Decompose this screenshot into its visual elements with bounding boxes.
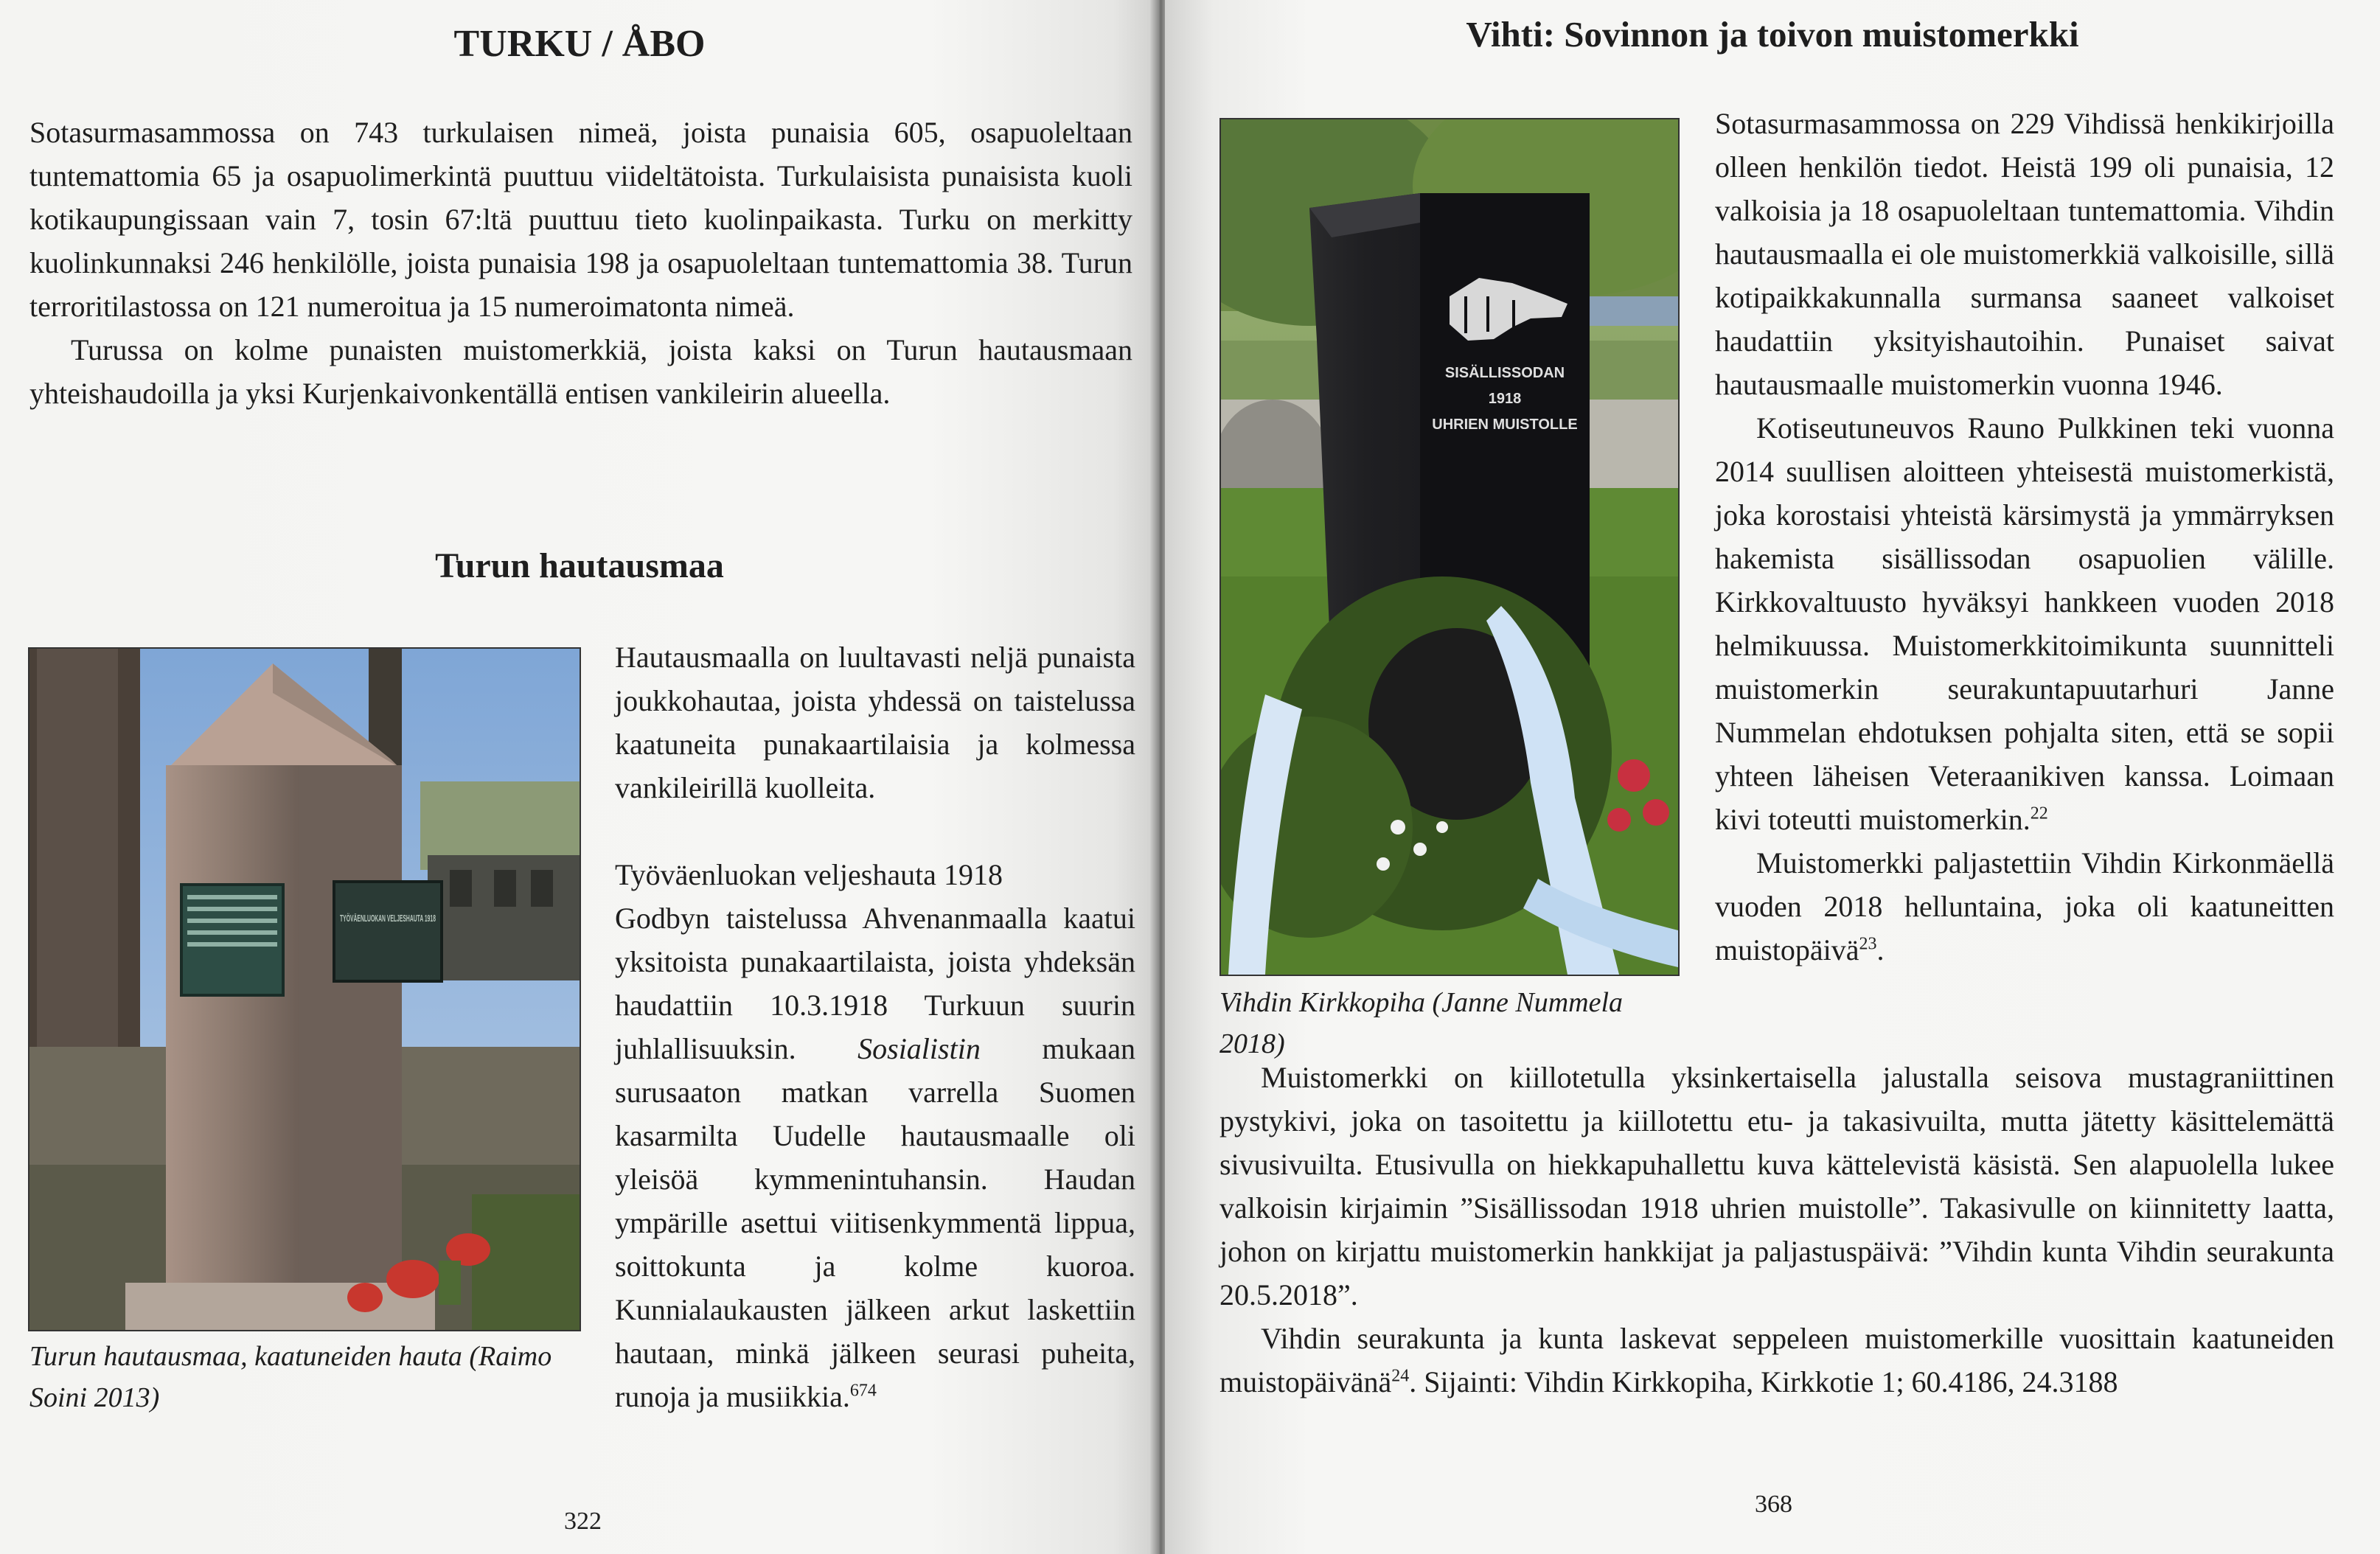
right-paragraph-3-text: Muistomerkki paljastettiin Vihdin Kirkonmäellä vuoden 2018 helluntaina, joka oli kaatuneitten muistopäivä [1715, 846, 2334, 966]
stone-inscription-line-2: 1918 [1488, 391, 1522, 407]
section-paragraph-1: Hautausmaalla on luultavasti neljä punaista joukkohautaa, joista yhdessä on taistelussa kaatuneita punakaartilaisia ja kolmessa vankileirillä kuolleita. [615, 641, 1135, 804]
right-full-width-text [1219, 1056, 2334, 1404]
right-paragraph-5-text-a: Vihdin seurakunta ja kunta laskevat seppeleen muistomerkille vuosittain kaatuneiden muistopäivänä [1219, 1322, 2334, 1398]
right-column-text [1715, 102, 2334, 972]
footnote-22: 22 [2030, 804, 2048, 823]
left-page-title: TURKU / ÅBO [453, 23, 706, 65]
right-page-number: 368 [1755, 1491, 1792, 1518]
right-paragraph-1: Sotasurmasammossa on 229 Vihdissä henkikirjoilla olleen henkilön tiedot. Heistä 199 oli punaisia, 12 valkoisia ja 18 osapuoleltaan tuntemattomia. Vihdin hautausmaalla ei ole muistomerkkiä valkoisille, sillä kotipaikkakunnalla surmansa saaneet valkoiset haudattiin yksityishautoihin. Punaiset saivat hautausmaalle muistomerkin vuonna 1946. [1715, 107, 2334, 401]
right-paragraph-2 [1715, 406, 2334, 841]
intro-paragraph-2: Turussa on kolme punaisten muistomerkkiä, joista kaksi on Turun hautausmaan yhteishaudoilla ja yksi Kurjenkaivonkentällä entisen vankileirin alueella. [29, 333, 1132, 410]
right-paragraph-2-text: Kotiseutuneuvos Rauno Pulkkinen teki vuonna 2014 suullisen aloitteen yhteisestä muistomerkistä, joka korostaisi yhteistä kärsimystä ja ymmärryksen hakemista sisällissodan osapuolien välille. Kirkkovaltuusto hyväksyi hankkeen vuoden 2018 helmikuussa. Muistomerkkitoimikunta suunnitteli muistomerkin seurakuntapuutarhuri Janne Nummelan ehdotuksen pohjalta siten, että se sopii yhteen läheisen Veteraanikiven kanssa. Loimaan kivi toteutti muistomerkin. [1715, 411, 2334, 836]
intro-paragraph-1: Sotasurmasammossa on 743 turkulaisen nimeä, joista punaisia 605, osapuoleltaan tuntemattomia 65 ja osapuolimerkintä puuttuu viideltätoista. Turkulaisista punaisista kuoli kotikaupungissaan vain 7, tosin 67:ltä puuttuu tieto kuolinpaikasta. Turku on merkitty kuolinkunnaksi 246 henkilölle, joista punaisia 198 ja osapuoleltaan tuntemattomia 38. Turun terroritilastossa on 121 numeroitua ja 15 numeroimatonta nimeä. [29, 116, 1132, 323]
section-paragraph-2-text-b: mukaan surusaaton matkan varrella Suomen kasarmilta Uudelle hautausmaalle oli yleisöä kymmenintuhansin. Haudan ympärille asettui viitisenkymmentä lippua, soittokunta ja kolme kuoroa. Kunnialaukausten jälkeen arkut laskettiin hautaan, minkä jälkeen seurasi puheita, runoja ja musiikkia. [615, 1032, 1135, 1413]
section-paragraph-2-text-a: Godbyn taistelussa Ahvenanmaalla kaatui yksitoista punakaartilaista, joista yhdeksän haudattiin 10.3.1918 Turkuun suurin juhlallisuuksin. [615, 902, 1135, 1065]
right-paragraph-3 [1715, 841, 2334, 972]
sosialisti-italic: Sosialistin [857, 1032, 981, 1065]
footnote-24: 24 [1391, 1366, 1410, 1386]
left-page-number: 322 [564, 1508, 602, 1535]
stone-inscription-line-3: UHRIEN MUISTOLLE [1432, 417, 1578, 433]
left-intro-text [29, 111, 1132, 415]
footnote-23: 23 [1859, 934, 1877, 954]
left-photo-caption: Turun hautausmaa, kaatuneiden hauta (Raimo Soini 2013) [29, 1341, 552, 1413]
vihti-memorial-photo [1219, 118, 1680, 976]
stone-inscription-line-1: SISÄLLISSODAN [1444, 365, 1565, 381]
right-page [1165, 0, 2380, 1554]
right-photo-caption: Vihdin Kirkkopiha (Janne Nummela 2018) [1219, 987, 1624, 1059]
right-page-title: Vihti: Sovinnon ja toivon muistomerkki [1466, 14, 2079, 55]
footnote-674: 674 [849, 1381, 877, 1401]
section-body [615, 635, 1135, 1418]
section-paragraph-2 [615, 896, 1135, 1418]
right-paragraph-4: Muistomerkki on kiillotetulla yksinkertaisella jalustalla seisova mustagraniittinen pystykivi, joka on tasoitettu ja kiillotettu etu- ja takasivuilta, mutta jätetty käsittelemättä sivusivuilta. Etusivulla on hiekkapuhallettu kuva kättelevistä käsistä. Sen alapuolella lukee valkoisin kirjaimin ”Sisällissodan 1918 uhrien muistolle”. Takasivulle on kiinnitetty laatta, johon on kirjattu muistomerkin hankkijat ja paljastuspäivä: ”Vihdin kunta Vihdin seurakunta 20.5.2018”. [1219, 1061, 2334, 1311]
section-title: Turun hautausmaa [435, 546, 724, 585]
right-paragraph-5-text-b: . Sijainti: Vihdin Kirkkopiha, Kirkkotie 1; 60.4186, 24.3188 [1409, 1365, 2118, 1398]
right-paragraph-5 [1219, 1317, 2334, 1404]
section-paragraph-2-heading: Työväenluokan veljeshauta 1918 [615, 858, 1003, 891]
right-paragraph-3-end: . [1876, 933, 1885, 966]
plaque-text: TYÖVÄENLUOKAN VELJESHAUTA 1918 [340, 913, 436, 924]
cemetery-photo [28, 647, 581, 1331]
left-page [0, 0, 1159, 1554]
